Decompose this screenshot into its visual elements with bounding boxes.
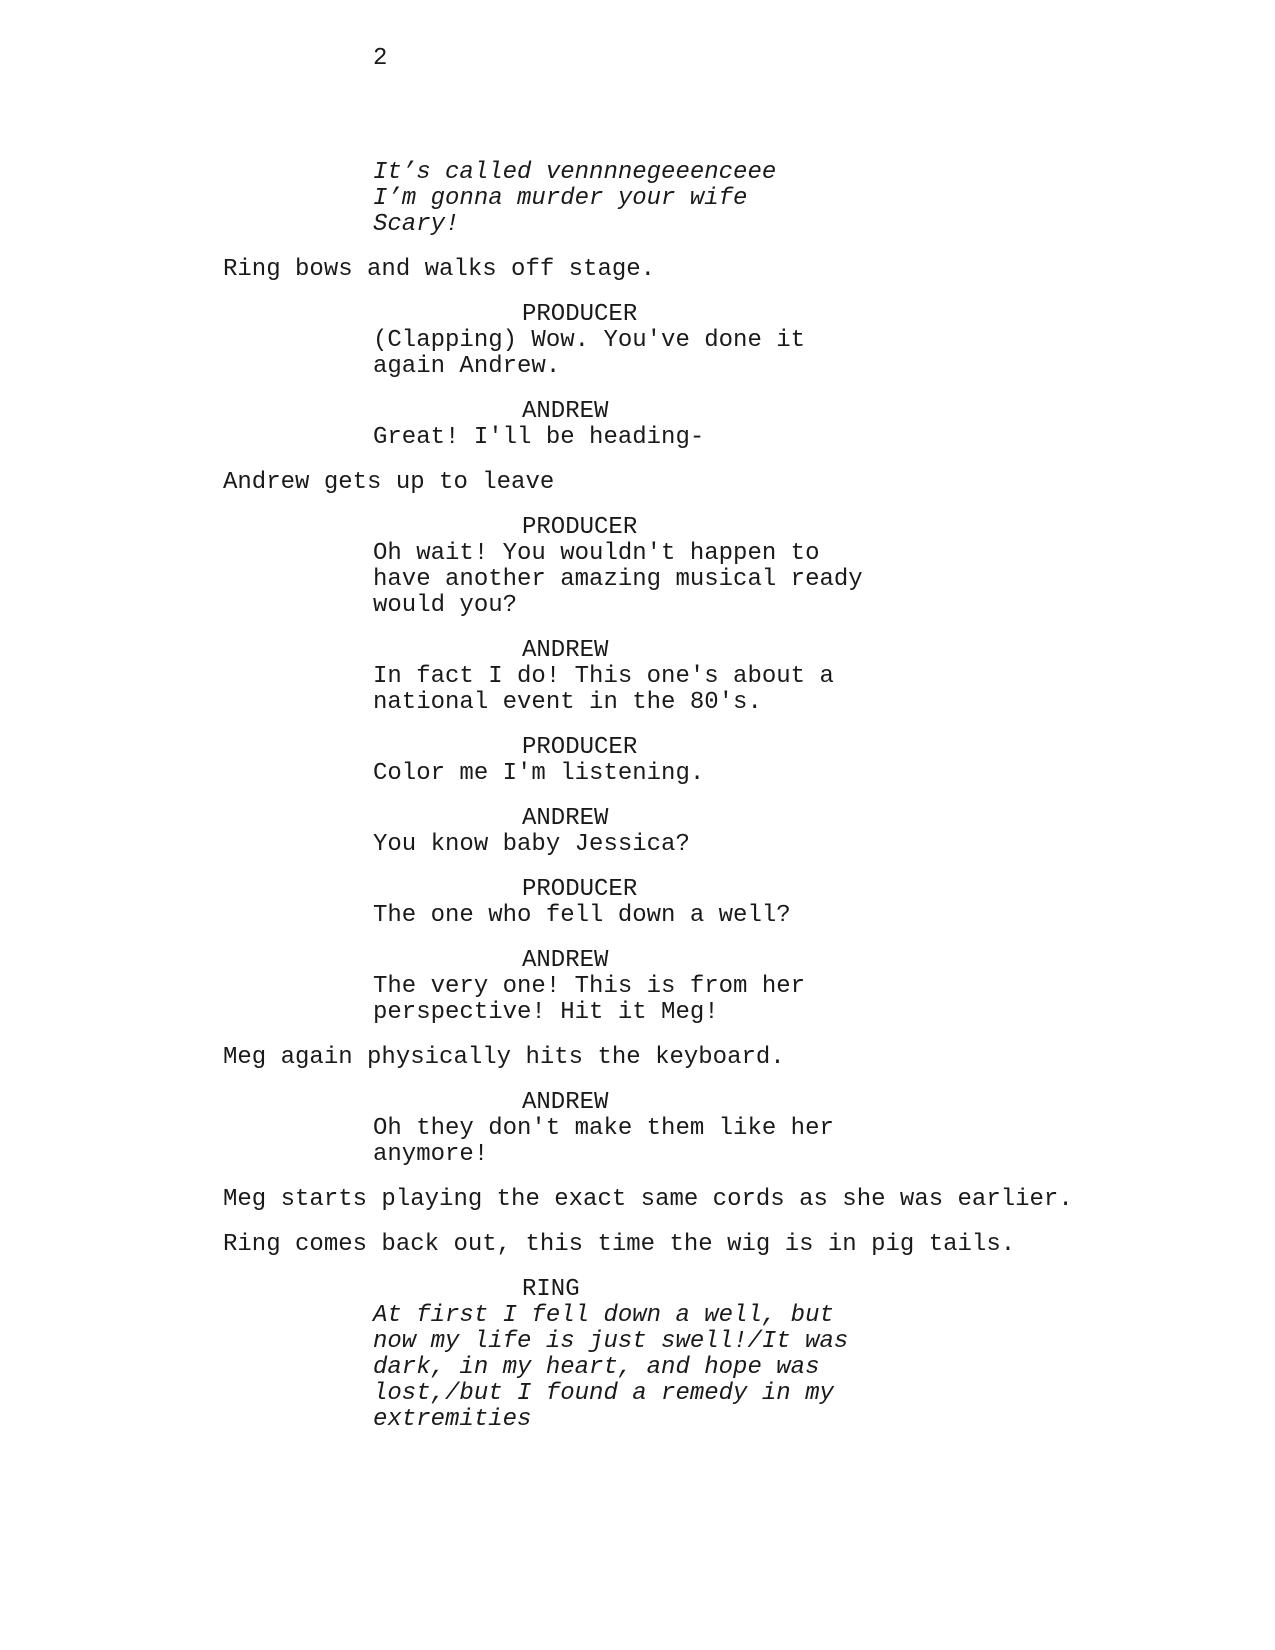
dialogue-line: would you? bbox=[373, 592, 518, 619]
dialogue-line: perspective! Hit it Meg! bbox=[373, 999, 719, 1026]
dialogue-line: You know baby Jessica? bbox=[373, 831, 690, 858]
dialogue-block bbox=[223, 1277, 1123, 1433]
dialogue-line: anymore! bbox=[373, 1141, 489, 1168]
dialogue-text bbox=[373, 903, 893, 929]
character-name: ANDREW bbox=[522, 805, 609, 832]
dialogue-text bbox=[373, 832, 893, 858]
character-name: ANDREW bbox=[522, 398, 609, 425]
lyric-line: It’s called vennnnegeeenceee bbox=[373, 159, 777, 186]
dialogue-text bbox=[373, 541, 893, 619]
dialogue-text bbox=[373, 1116, 893, 1168]
character-name: RING bbox=[522, 1276, 580, 1303]
dialogue-text bbox=[373, 664, 893, 716]
dialogue-text bbox=[373, 974, 893, 1026]
page-number: 2 bbox=[373, 45, 388, 72]
action-line: Meg again physically hits the keyboard. bbox=[223, 1044, 785, 1071]
dialogue-line: At first I fell down a well, but bbox=[373, 1302, 834, 1329]
dialogue-line: national event in the 80's. bbox=[373, 689, 762, 716]
action-line: Andrew gets up to leave bbox=[223, 469, 555, 496]
dialogue-block bbox=[223, 302, 1123, 380]
dialogue-line: The one who fell down a well? bbox=[373, 902, 791, 929]
dialogue-line: again Andrew. bbox=[373, 353, 561, 380]
action-line: Meg starts playing the exact same cords as she was earlier. bbox=[223, 1186, 1073, 1213]
lyric-line: I’m gonna murder your wife bbox=[373, 185, 748, 212]
screenplay-body bbox=[223, 160, 1123, 1452]
dialogue-line: now my life is just swell!/It was bbox=[373, 1328, 849, 1355]
character-name: PRODUCER bbox=[522, 734, 638, 761]
dialogue-block bbox=[223, 1090, 1123, 1168]
dialogue-block bbox=[223, 806, 1123, 858]
action-line: Ring comes back out, this time the wig is in pig tails. bbox=[223, 1231, 1016, 1258]
script-elements bbox=[223, 257, 1123, 1433]
action-line: Ring bows and walks off stage. bbox=[223, 256, 656, 283]
dialogue-line: extremities bbox=[373, 1406, 532, 1433]
lyric-line: Scary! bbox=[373, 211, 460, 238]
character-name: ANDREW bbox=[522, 637, 609, 664]
dialogue-line: Oh wait! You wouldn't happen to bbox=[373, 540, 820, 567]
dialogue-block bbox=[223, 877, 1123, 929]
dialogue-text bbox=[373, 328, 893, 380]
dialogue-line: The very one! This is from her bbox=[373, 973, 806, 1000]
dialogue-line: (Clapping) Wow. You've done it bbox=[373, 327, 806, 354]
dialogue-block bbox=[223, 735, 1123, 787]
character-name: ANDREW bbox=[522, 1089, 609, 1116]
sung-dialogue bbox=[373, 1303, 893, 1433]
dialogue-line: In fact I do! This one's about a bbox=[373, 663, 834, 690]
dialogue-block bbox=[223, 948, 1123, 1026]
opening-lyrics bbox=[373, 160, 1123, 238]
character-name: PRODUCER bbox=[522, 301, 638, 328]
character-name: PRODUCER bbox=[522, 514, 638, 541]
dialogue-text bbox=[373, 761, 893, 787]
dialogue-text bbox=[373, 425, 893, 451]
dialogue-line: have another amazing musical ready bbox=[373, 566, 863, 593]
dialogue-line: dark, in my heart, and hope was bbox=[373, 1354, 820, 1381]
dialogue-block bbox=[223, 399, 1123, 451]
dialogue-line: Great! I'll be heading- bbox=[373, 424, 705, 451]
dialogue-line: lost,/but I found a remedy in my bbox=[373, 1380, 834, 1407]
character-name: PRODUCER bbox=[522, 876, 638, 903]
dialogue-line: Color me I'm listening. bbox=[373, 760, 705, 787]
dialogue-line: Oh they don't make them like her bbox=[373, 1115, 834, 1142]
character-name: ANDREW bbox=[522, 947, 609, 974]
dialogue-block bbox=[223, 515, 1123, 619]
dialogue-block bbox=[223, 638, 1123, 716]
